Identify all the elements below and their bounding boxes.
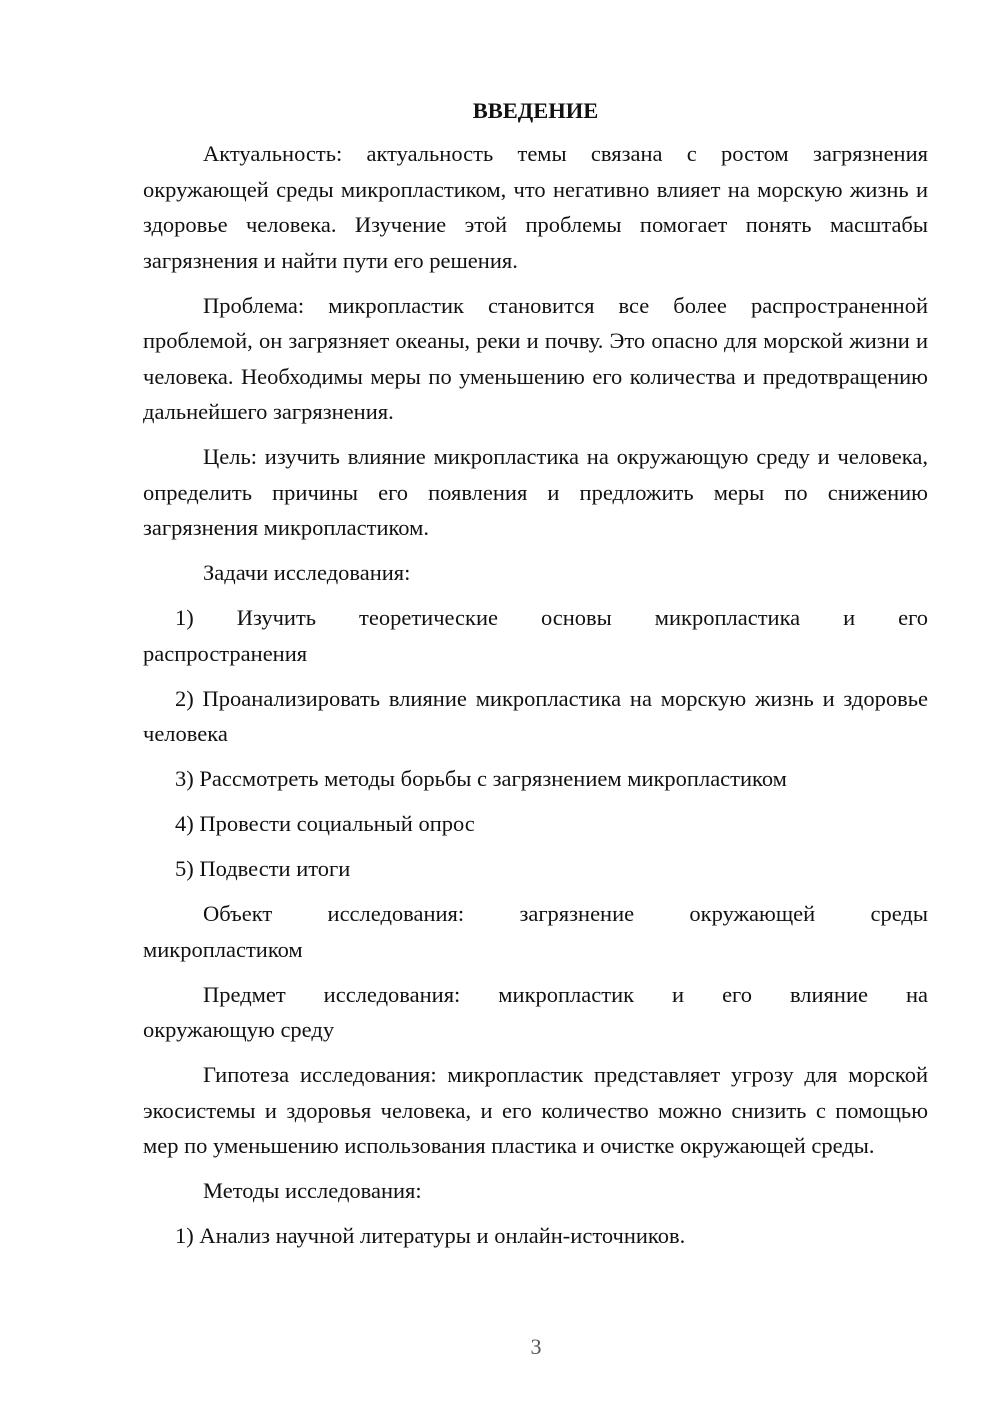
task-item-1 [143, 600, 928, 671]
task-item-1-line-2: распространения [143, 640, 308, 666]
task-item-1-line-1: 1) Изучить теоретические основы микропластика и его [175, 605, 928, 630]
methods-heading: Методы исследования: [203, 1178, 422, 1203]
subject-line-1: Предмет исследования: микропластик и его влияние на [203, 981, 928, 1007]
object-paragraph [143, 896, 928, 967]
task-item-5: 5) Подвести итоги [175, 856, 351, 881]
page-content [143, 93, 928, 1263]
problem-paragraph: Проблема: микропластик становится все более распространенной проблемой, он загрязняет океаны, реки и почву. Это опасно для морской жизни и человека. Необходимы меры по уменьшению его количества и предотвращению дальнейшего загрязнения. [143, 292, 928, 424]
page-title: ВВЕДЕНИЕ [472, 98, 599, 123]
hypothesis-paragraph: Гипотеза исследования: микропластик представляет угрозу для морской экосистемы и здоровья человека, и его количество можно снизить с помощью мер по уменьшению использования пластика и очистке окружающей среды. [143, 1062, 928, 1158]
page-number: 3 [530, 1334, 542, 1359]
task-item-2: 2) Проанализировать влияние микропластика на морскую жизнь и здоровье человека [143, 685, 928, 746]
subject-paragraph [143, 977, 928, 1048]
task-item-4: 4) Провести социальный опрос [175, 811, 475, 836]
method-item-1: 1) Анализ научной литературы и онлайн-источников. [175, 1223, 686, 1248]
relevance-paragraph: Актуальность: актуальность темы связана с ростом загрязнения окружающей среды микропластиком, что негативно влияет на морскую жизнь и здоровье человека. Изучение этой проблемы помогает понять масштабы загрязнения и найти пути его решения. [143, 141, 928, 273]
object-line-2: микропластиком [143, 936, 303, 962]
goal-paragraph: Цель: изучить влияние микропластика на окружающую среду и человека, определить причины его появления и предложить меры по снижению загрязнения микропластиком. [143, 444, 928, 540]
subject-line-2: окружающую среду [143, 1017, 335, 1042]
tasks-heading: Задачи исследования: [203, 560, 411, 585]
task-item-3: 3) Рассмотреть методы борьбы с загрязнением микропластиком [175, 766, 787, 791]
object-line-1: Объект исследования: загрязнение окружающей среды [203, 901, 928, 926]
